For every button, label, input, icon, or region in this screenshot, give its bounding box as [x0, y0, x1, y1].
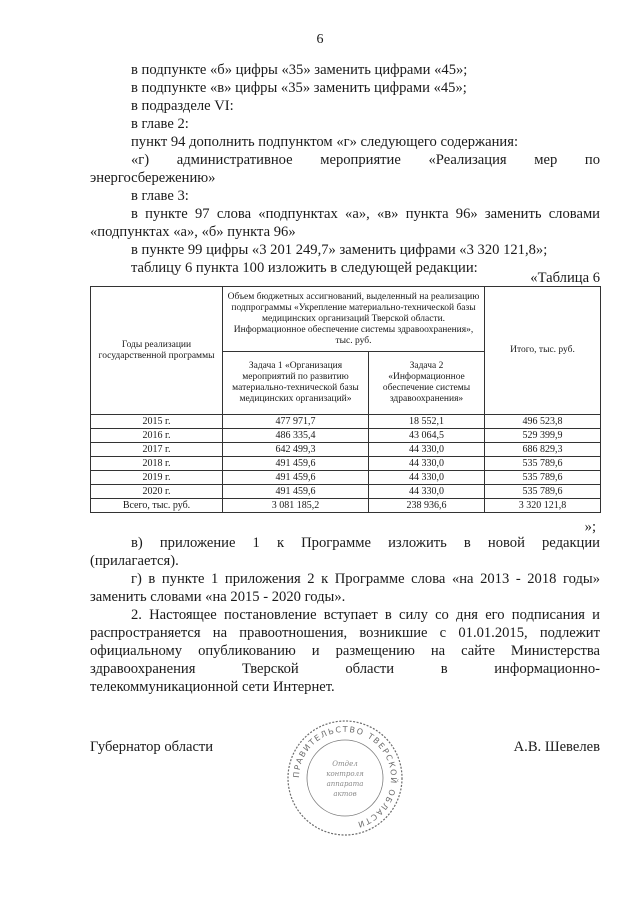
total-cell: 496 523,8: [485, 415, 601, 429]
text-line: телекоммуникационной сети Интернет.: [90, 679, 335, 695]
task2-cell: 18 552,1: [369, 415, 485, 429]
total-cell: 535 789,6: [485, 457, 601, 471]
task1-cell: 477 971,7: [223, 415, 369, 429]
stamp-line: актов: [333, 790, 357, 798]
text-line: энергосбережению»: [90, 170, 216, 186]
stamp-line: Отдел: [332, 760, 358, 768]
table-row: [91, 471, 601, 485]
text-line: в подпункте «б» цифры «35» заменить цифрами «45»;: [131, 62, 468, 78]
text-line: здравоохранения Тверской области в информационно-: [90, 661, 600, 677]
header-task-1: Задача 1 «Организация мероприятий по развитию материально-технической базы медицинских организаций»: [223, 352, 369, 415]
signatory-name: А.В. Шевелев: [513, 739, 600, 755]
total-cell: 3 320 121,8: [485, 499, 601, 513]
stamp-line: контроля: [326, 770, 364, 778]
table-row: [91, 485, 601, 499]
text-line: заменить словами «на 2015 - 2020 годы».: [90, 589, 346, 605]
text-line: в пункте 99 цифры «3 201 249,7» заменить цифрами «3 320 121,8»;: [131, 242, 548, 258]
signatory-title: Губернатор области: [90, 739, 214, 755]
task2-cell: 44 330,0: [369, 457, 485, 471]
table-caption: «Таблица 6: [530, 270, 600, 286]
year-cell: 2019 г.: [91, 471, 223, 485]
task2-cell: 238 936,6: [369, 499, 485, 513]
text-line: «подпунктах «а», «б» пункта 96»: [90, 224, 296, 240]
task1-cell: 642 499,3: [223, 443, 369, 457]
text-line: в) приложение 1 к Программе изложить в новой редакции: [131, 535, 600, 551]
year-cell: Всего, тыс. руб.: [91, 499, 223, 513]
text-line: в главе 2:: [131, 116, 189, 132]
header-years: Годы реализации государственной программы: [91, 287, 223, 415]
task2-cell: 44 330,0: [369, 485, 485, 499]
text-line: в подпункте «в» цифры «35» заменить цифрами «45»;: [131, 80, 467, 96]
year-cell: 2015 г.: [91, 415, 223, 429]
task1-cell: 491 459,6: [223, 471, 369, 485]
text-line: г) в пункте 1 приложения 2 к Программе слова «на 2013 - 2018 годы»: [131, 571, 600, 587]
text-line: официальному опубликованию и размещению на сайте Министерства: [90, 643, 600, 659]
text-line: 2. Настоящее постановление вступает в силу со дня его подписания и: [131, 607, 600, 623]
task1-cell: 3 081 185,2: [223, 499, 369, 513]
text-line: (прилагается).: [90, 553, 179, 569]
text-line: таблицу 6 пункта 100 изложить в следующей редакции:: [131, 260, 478, 276]
budget-table: [90, 286, 601, 513]
header-budget: Объем бюджетных ассигнований, выделенный на реализацию подпрограммы «Укрепление материально-технической базы медицинских организаций Тверской области. Информационное обеспечение системы здравоохранения», тыс. руб.: [223, 287, 485, 352]
task1-cell: 491 459,6: [223, 485, 369, 499]
text-line: «г) административное мероприятие «Реализация мер по: [131, 152, 600, 168]
year-cell: 2017 г.: [91, 443, 223, 457]
stamp-line: аппарата: [326, 780, 364, 788]
task2-cell: 44 330,0: [369, 443, 485, 457]
year-cell: 2016 г.: [91, 429, 223, 443]
page-number: 6: [316, 32, 324, 47]
task1-cell: 491 459,6: [223, 457, 369, 471]
text-line: в пункте 97 слова «подпунктах «а», «в» пункта 96» заменить словами: [131, 206, 600, 222]
total-cell: 686 829,3: [485, 443, 601, 457]
task2-cell: 44 330,0: [369, 471, 485, 485]
table-tail: »;: [584, 519, 596, 535]
text-line: распространяется на правоотношения, возникшие с 01.01.2015, подлежит: [90, 625, 600, 641]
task1-cell: 486 335,4: [223, 429, 369, 443]
table-row: [91, 429, 601, 443]
table-row: [91, 443, 601, 457]
stamp-ring-text: ПРАВИТЕЛЬСТВО ТВЕРСКОЙ ОБЛАСТИ: [291, 724, 399, 830]
total-cell: 535 789,6: [485, 485, 601, 499]
year-cell: 2018 г.: [91, 457, 223, 471]
text-line: в подразделе VI:: [131, 98, 234, 114]
year-cell: 2020 г.: [91, 485, 223, 499]
table-row-total: [91, 499, 601, 513]
header-total: Итого, тыс. руб.: [485, 287, 601, 415]
table-row: [91, 457, 601, 471]
header-task-2: Задача 2 «Информационное обеспечение системы здравоохранения»: [369, 352, 485, 415]
official-stamp: [285, 718, 405, 838]
text-line: в главе 3:: [131, 188, 189, 204]
total-cell: 535 789,6: [485, 471, 601, 485]
table-row: [91, 415, 601, 429]
text-line: пункт 94 дополнить подпунктом «г» следующего содержания:: [131, 134, 518, 150]
task2-cell: 43 064,5: [369, 429, 485, 443]
total-cell: 529 399,9: [485, 429, 601, 443]
